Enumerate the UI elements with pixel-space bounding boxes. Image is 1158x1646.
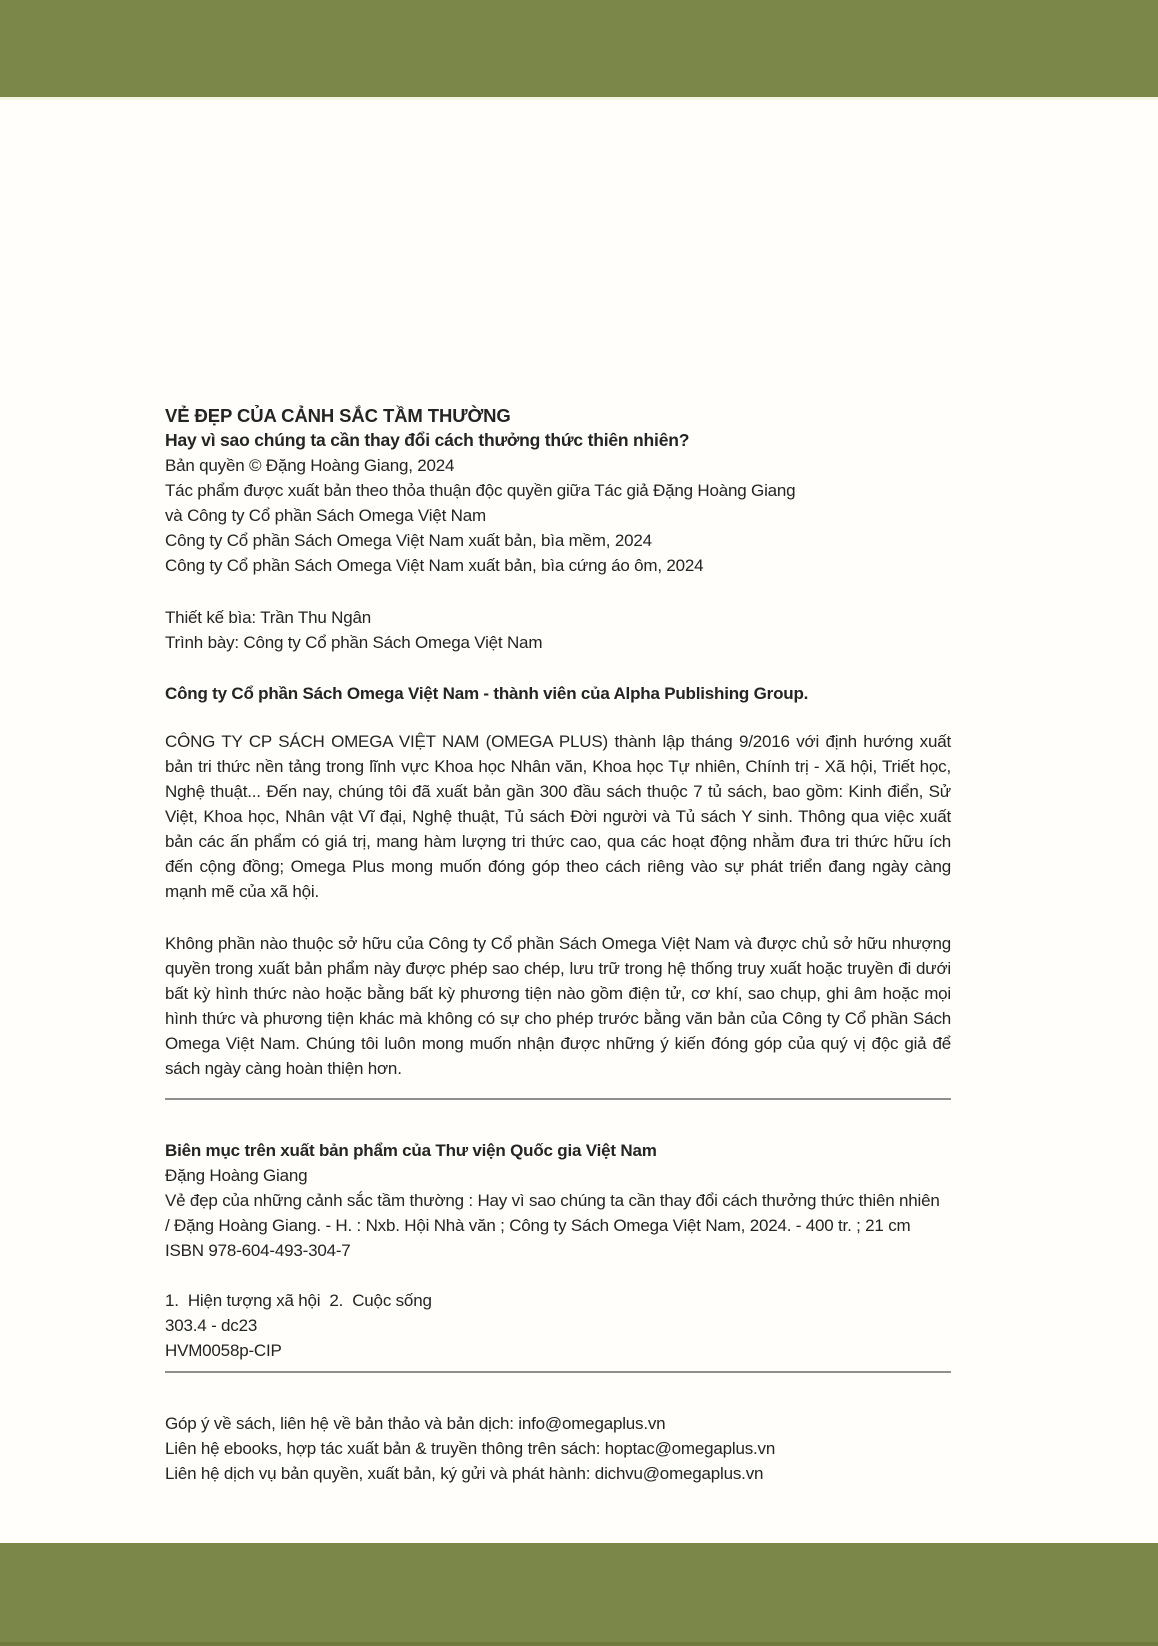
cip-subjects: 1. Hiện tượng xã hội 2. Cuộc sống: [165, 1291, 432, 1310]
isbn-line: ISBN 978-604-493-304-7: [165, 1241, 351, 1260]
cip-block: [165, 1138, 951, 1263]
top-color-band: [0, 0, 1158, 100]
copyright-line: và Công ty Cổ phần Sách Omega Việt Nam: [165, 506, 486, 525]
copyright-line: Công ty Cổ phần Sách Omega Việt Nam xuất bản, bìa mềm, 2024: [165, 531, 652, 550]
cover-designer-credit: Thiết kế bìa: Trần Thu Ngân: [165, 608, 371, 627]
cip-ddc: 303.4 - dc23: [165, 1316, 258, 1335]
bottom-color-band: [0, 1543, 1158, 1646]
contacts-block: [165, 1411, 951, 1486]
publisher-about-paragraph: CÔNG TY CP SÁCH OMEGA VIỆT NAM (OMEGA PLUS) thành lập tháng 9/2016 với định hướng xuất bản tri thức nền tảng trong lĩnh vực Khoa học Nhân văn, Khoa học Tự nhiên, Chính trị - Xã hội, Triết học, Nghệ thuật... Đến nay, chúng tôi đã xuất bản gần 300 đầu sách thuộc 7 tủ sách, bao gồm: Kinh điển, Sử Việt, Khoa học, Nhân vật Vĩ đại, Nghệ thuật, Tủ sách Đời người và Tủ sách Y sinh. Thông qua việc xuất bản các ấn phẩm có giá trị, mang hàm lượng tri thức cao, qua các hoạt động nhằm đưa tri thức hữu ích đến cộng đồng; Omega Plus mong muốn đóng góp theo cách riêng vào sự phát triển đang ngày càng mạnh mẽ của xã hội.: [165, 732, 951, 901]
layout-credit: Trình bày: Công ty Cổ phần Sách Omega Việt Nam: [165, 633, 543, 652]
cip-description-line: / Đặng Hoàng Giang. - H. : Nxb. Hội Nhà văn ; Công ty Sách Omega Việt Nam, 2024. - 400 tr. ; 21 cm: [165, 1216, 911, 1235]
colophon-content: [165, 403, 951, 1486]
rights-paragraph: Không phần nào thuộc sở hữu của Công ty Cổ phần Sách Omega Việt Nam và được chủ sở hữu nhượng quyền trong xuất bản phẩm này được phép sao chép, lưu trữ trong hệ thống truy xuất hoặc truyền đi dưới bất kỳ hình thức nào hoặc bằng bất kỳ phương tiện nào gồm điện tử, cơ khí, sao chụp, ghi âm hoặc mọi hình thức và phương tiện khác mà không có sự cho phép trước bằng văn bản của Công ty Cổ phần Sách Omega Việt Nam. Chúng tôi luôn mong muốn nhận được những ý kiến đóng góp của quý vị độc giả để sách ngày càng hoàn thiện hơn.: [165, 934, 951, 1078]
membership-line: Công ty Cổ phần Sách Omega Việt Nam - thành viên của Alpha Publishing Group.: [165, 684, 809, 703]
divider: [165, 1098, 951, 1100]
cip-author: Đặng Hoàng Giang: [165, 1166, 308, 1185]
contact-feedback-line: Góp ý về sách, liên hệ về bản thảo và bản dịch: info@omegaplus.vn: [165, 1414, 666, 1433]
contact-services-line: Liên hệ dịch vụ bản quyền, xuất bản, ký gửi và phát hành: dichvu@omegaplus.vn: [165, 1464, 764, 1483]
copyright-line: Tác phẩm được xuất bản theo thỏa thuận độc quyền giữa Tác giả Đặng Hoàng Giang: [165, 481, 796, 500]
book-subtitle: Hay vì sao chúng ta cần thay đổi cách thưởng thức thiên nhiên?: [165, 430, 690, 450]
cip-description-line: Vẻ đẹp của những cảnh sắc tầm thường : Hay vì sao chúng ta cần thay đổi cách thưởng thức thiên nhiên: [165, 1191, 940, 1210]
cip-subjects-block: [165, 1288, 951, 1363]
contact-ebooks-line: Liên hệ ebooks, hợp tác xuất bản & truyền thông trên sách: hoptac@omegaplus.vn: [165, 1439, 776, 1458]
membership-block: [165, 681, 951, 706]
copyright-line: Công ty Cổ phần Sách Omega Việt Nam xuất bản, bìa cứng áo ôm, 2024: [165, 556, 704, 575]
cip-heading: Biên mục trên xuất bản phẩm của Thư viện Quốc gia Việt Nam: [165, 1141, 657, 1160]
title-block: [165, 403, 951, 578]
book-title: VẺ ĐẸP CỦA CẢNH SẮC TẦM THƯỜNG: [165, 405, 511, 426]
cip-code: HVM0058p-CIP: [165, 1341, 282, 1360]
divider: [165, 1371, 951, 1373]
credits-block: [165, 605, 951, 655]
copyright-line: Bản quyền © Đặng Hoàng Giang, 2024: [165, 456, 455, 475]
